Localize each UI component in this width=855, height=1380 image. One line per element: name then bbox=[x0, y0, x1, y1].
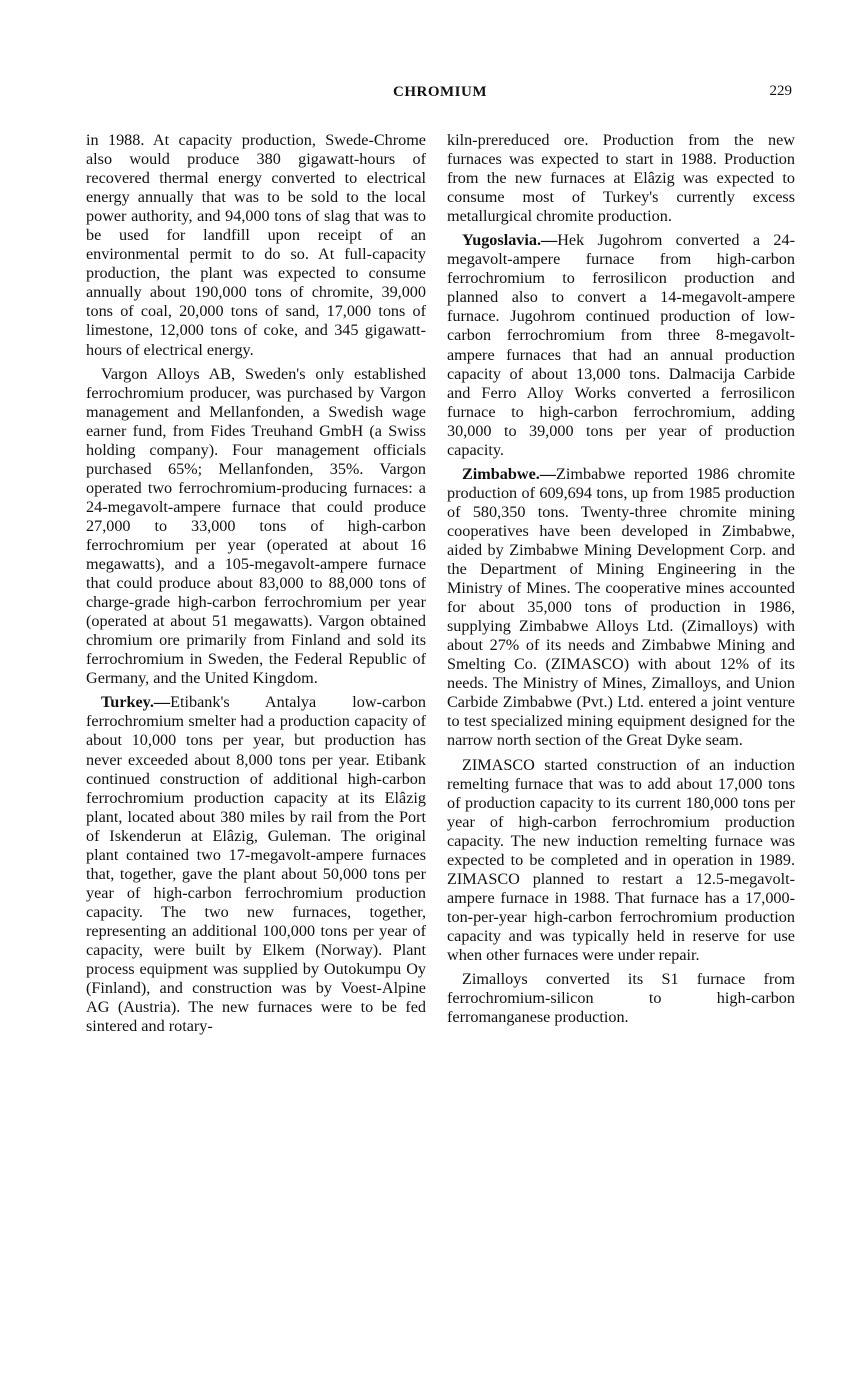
left-column bbox=[86, 131, 426, 1041]
paragraph-turkey-continued: kiln-prereduced ore. Production from the new furnaces was expected to start in 1988. Production from the new furnaces at Elâzig was expected to consume most of Turkey's currently excess metallurgical chromite production. bbox=[447, 131, 795, 226]
paragraph-turkey bbox=[86, 693, 426, 1036]
paragraph-zimalloys: Zimalloys converted its S1 furnace from ferrochromium-silicon to high-carbon ferromanganese production. bbox=[447, 970, 795, 1027]
running-title: CHROMIUM bbox=[393, 84, 487, 100]
right-column bbox=[447, 131, 795, 1032]
country-heading-turkey: Turkey.— bbox=[101, 693, 171, 712]
paragraph-zimasco: ZIMASCO started construction of an induction remelting furnace that was to add about 17,000 tons of production capacity to its current 180,000 tons per year of high-carbon ferrochromium production capacity. The new induction remelting furnace was expected to be completed and in operation in 1989. ZIMASCO planned to restart a 12.5-megavolt-ampere furnace in 1988. That furnace has a 17,000-ton-per-year high-carbon ferrochromium production capacity and was typically held in reserve for use when other furnaces were under repair. bbox=[447, 755, 795, 964]
paragraph-zimbabwe-text: Zimbabwe reported 1986 chromite production of 609,694 tons, up from 1985 production of 580,350 tons. Twenty-three chromite mining cooperatives have been developed in Zimbabwe, aided by Zimbabwe Mining Development Corp. and the Department of Mining Engineering in the Ministry of Mines. The cooperative mines accounted for about 35,000 tons of production in 1986, supplying Zimbabwe Alloys Ltd. (Zimalloys) with about 27% of its needs and Zimbabwe Mining and Smelting Co. (ZIMASCO) with about 12% of its needs. The Ministry of Mines, Zimalloys, and Union Carbide Zimbabwe (Pvt.) Ltd. entered a joint venture to test specialized mining equipment designed for the narrow north section of the Great Dyke seam. bbox=[447, 464, 795, 750]
country-heading-yugoslavia: Yugoslavia.— bbox=[462, 231, 558, 250]
paragraph-vargon-alloys: Vargon Alloys AB, Sweden's only established ferrochromium producer, was purchased by Vargon management and Mellanfonden, a Swedish wage earner fund, from Fides Treuhand GmbH (a Swiss holding company). Four management officials purchased 65%; Mellanfonden, 35%. Vargon operated two ferrochromium-producing furnaces: a 24-megavolt-ampere furnace that could produce 27,000 to 33,000 tons of high-carbon ferrochromium per year (operated at about 16 megawatts), and a 105-megavolt-ampere furnace that could produce about 83,000 to 88,000 tons of charge-grade high-carbon ferrochromium per year (operated at about 51 megawatts). Vargon obtained chromium ore primarily from Finland and sold its ferrochromium in Sweden, the Federal Republic of Germany, and the United Kingdom. bbox=[86, 364, 426, 688]
paragraph-yugoslavia-text: Hek Jugohrom converted a 24-megavolt-ampere furnace from high-carbon ferrochromium to ferrosilicon production and planned also to convert a 14-megavolt-ampere furnace. Jugohrom continued production of low-carbon ferrochromium from three 8-megavolt-ampere furnaces that had an annual production capacity of about 13,000 tons. Dalmacija Carbide and Ferro Alloy Works converted a ferrosilicon furnace to high-carbon ferrochromium, adding 30,000 to 39,000 tons per year of production capacity. bbox=[447, 231, 795, 459]
page-header bbox=[86, 84, 794, 108]
paragraph-swedechrome-continued: in 1988. At capacity production, Swede-Chrome also would produce 380 gigawatt-hours of recovered thermal energy converted to electrical energy annually that was to be sold to the local power authority, and 94,000 tons of slag that was to be used for landfill upon receipt of an environmental permit to do so. At full-capacity production, the plant was expected to consume annually about 190,000 tons of chromite, 39,000 tons of coal, 20,000 tons of sand, 17,000 tons of limestone, 12,000 tons of coke, and 345 gigawatt-hours of electrical energy. bbox=[86, 131, 426, 359]
paragraph-zimbabwe bbox=[447, 465, 795, 751]
page-number: 229 bbox=[769, 83, 792, 99]
country-heading-zimbabwe: Zimbabwe.— bbox=[462, 464, 556, 483]
paragraph-turkey-text: Etibank's Antalya low-carbon ferrochromium smelter had a production capacity of about 10,000 tons per year, but production has never exceeded about 8,000 tons per year. Etibank continued construction of additional high-carbon ferrochromium production capacity at its Elâzig plant, located about 380 miles by rail from the Port of Iskenderun at Elâzig, Guleman. The original plant contained two 17-megavolt-ampere furnaces that, together, gave the plant about 50,000 tons per year of high-carbon ferrochromium production capacity. The two new furnaces, together, representing an additional 100,000 tons per year of capacity, were built by Elkem (Norway). Plant process equipment was supplied by Outokumpu Oy (Finland), and construction was by Voest-Alpine AG (Austria). The new furnaces were to be fed sintered and rotary- bbox=[86, 693, 426, 1036]
paragraph-yugoslavia bbox=[447, 231, 795, 460]
